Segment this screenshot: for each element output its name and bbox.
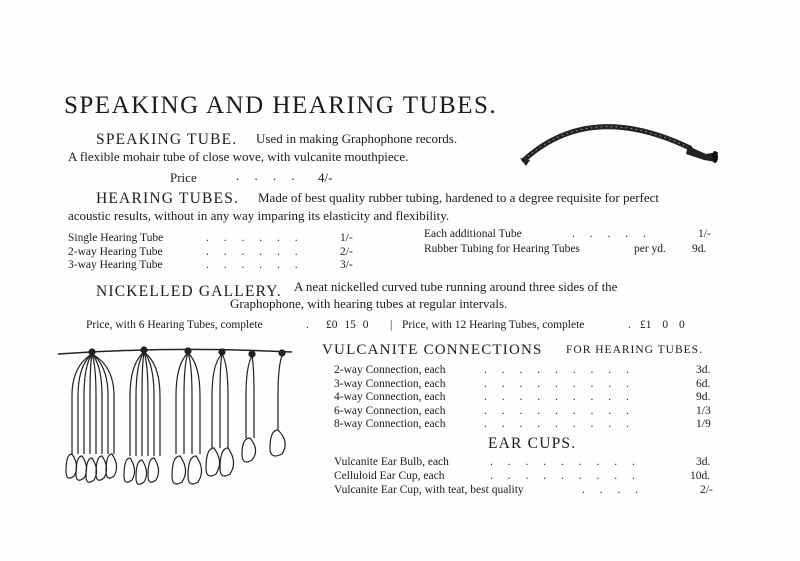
speaking-tube-illustration <box>510 110 725 175</box>
item-price: 2/- <box>700 484 713 496</box>
hearing-tubes-description: acoustic results, without in any way imparing its elasticity and flexibility. <box>68 208 450 223</box>
item-name: Each additional Tube <box>424 228 522 240</box>
gallery-price-six: £0 15 0 <box>326 319 369 331</box>
list-item: Single Hearing Tube . . . . . . 1/- <box>68 232 353 244</box>
item-price: 1/9 <box>696 418 711 431</box>
list-item <box>424 243 714 258</box>
hearing-tubes-right-list <box>424 228 714 258</box>
leader-dots: . <box>628 319 631 331</box>
gallery-description: Graphophone, with hearing tubes at regular intervals. <box>230 296 508 311</box>
list-item: 6-way Connection, each . . . . . . . . . 1/3 <box>334 404 711 417</box>
item-price: 6d. <box>696 377 711 390</box>
gallery-price-twelve-label: Price, with 12 Hearing Tubes, complete <box>402 319 585 331</box>
nickelled-gallery-illustration <box>52 336 302 506</box>
item-name: 6-way Connection, each <box>334 404 446 417</box>
item-name: 8-way Connection, each <box>334 418 446 431</box>
speaking-tube-description: A flexible mohair tube of close wove, with vulcanite mouthpiece. <box>68 149 409 164</box>
leader-dots: . <box>306 319 309 331</box>
item-price: 1/- <box>340 232 353 244</box>
leader-dots: . . . . <box>236 168 301 183</box>
item-price: 9d. <box>692 243 707 255</box>
hearing-tubes-text: Made of best quality rubber tubing, hardened to a degree requisite for perfect <box>258 190 660 205</box>
item-name: 3-way Hearing Tube <box>68 259 163 272</box>
list-item: Vulcanite Ear Cup, with teat, best quality . . . . 2/- <box>334 484 713 496</box>
speaking-tube-text: Used in making Graphophone records. <box>256 131 458 146</box>
list-item: 2-way Connection, each . . . . . . . . . 3d. <box>334 364 711 376</box>
item-name: 2-way Hearing Tube <box>68 245 163 258</box>
item-unit: per yd. <box>634 243 666 255</box>
gallery-heading: NICKELLED GALLERY. <box>96 283 282 300</box>
ear-cups-heading: EAR CUPS. <box>488 435 577 452</box>
item-name: Vulcanite Ear Bulb, each <box>334 456 449 468</box>
list-item: Vulcanite Ear Bulb, each . . . . . . . . . 3d. <box>334 456 711 468</box>
list-item: 8-way Connection, each . . . . . . . . . 1/9 <box>334 418 711 431</box>
gallery-price-six-label: Price, with 6 Hearing Tubes, complete <box>86 319 263 331</box>
item-price: 2/- <box>340 245 353 258</box>
connections-list <box>334 364 714 432</box>
item-name: 4-way Connection, each <box>334 391 446 404</box>
connections-heading-suffix: FOR HEARING TUBES. <box>566 344 703 356</box>
gallery-text: A neat nickelled curved tube running around three sides of the <box>294 279 618 294</box>
list-item: 3-way Connection, each . . . . . . . . . 6d. <box>334 377 711 390</box>
gallery-price-twelve: £1 0 0 <box>640 319 685 331</box>
item-price: 9d. <box>696 391 711 404</box>
hearing-tubes-left-list <box>68 232 368 273</box>
item-price: 1/- <box>698 228 711 240</box>
item-price: 1/3 <box>696 404 711 417</box>
hearing-tubes-heading: HEARING TUBES. <box>96 190 240 207</box>
list-item: 3-way Hearing Tube . . . . . . 3/- <box>68 259 353 272</box>
list-item: Each additional Tube . . . . . 1/- <box>424 228 711 240</box>
item-price: 3d. <box>696 456 711 468</box>
speaking-tube-price-label: Price <box>170 170 197 185</box>
item-price: 10d. <box>690 470 711 482</box>
item-price: 3/- <box>340 259 353 272</box>
speaking-tube-price: 4/- <box>318 170 333 185</box>
list-item: 4-way Connection, each . . . . . . . . . 9d. <box>334 391 711 404</box>
list-item: 2-way Hearing Tube . . . . . . 2/- <box>68 245 353 258</box>
item-name: Celluloid Ear Cup, each <box>334 470 445 482</box>
connections-heading: VULCANITE CONNECTIONS <box>322 342 543 358</box>
list-item: Celluloid Ear Cup, each . . . . . . . . . 10d. <box>334 470 711 482</box>
speaking-tube-heading: SPEAKING TUBE. <box>96 131 238 148</box>
item-name: Rubber Tubing for Hearing Tubes <box>424 243 580 255</box>
item-name: 3-way Connection, each <box>334 377 446 390</box>
item-name: Single Hearing Tube <box>68 232 164 244</box>
item-name: Vulcanite Ear Cup, with teat, best quality <box>334 484 524 496</box>
item-name: 2-way Connection, each <box>334 364 446 376</box>
page-title: SPEAKING AND HEARING TUBES. <box>64 92 498 119</box>
item-price: 3d. <box>696 364 711 376</box>
ear-cups-list <box>334 456 714 498</box>
gallery-price-separator: | <box>390 319 393 331</box>
